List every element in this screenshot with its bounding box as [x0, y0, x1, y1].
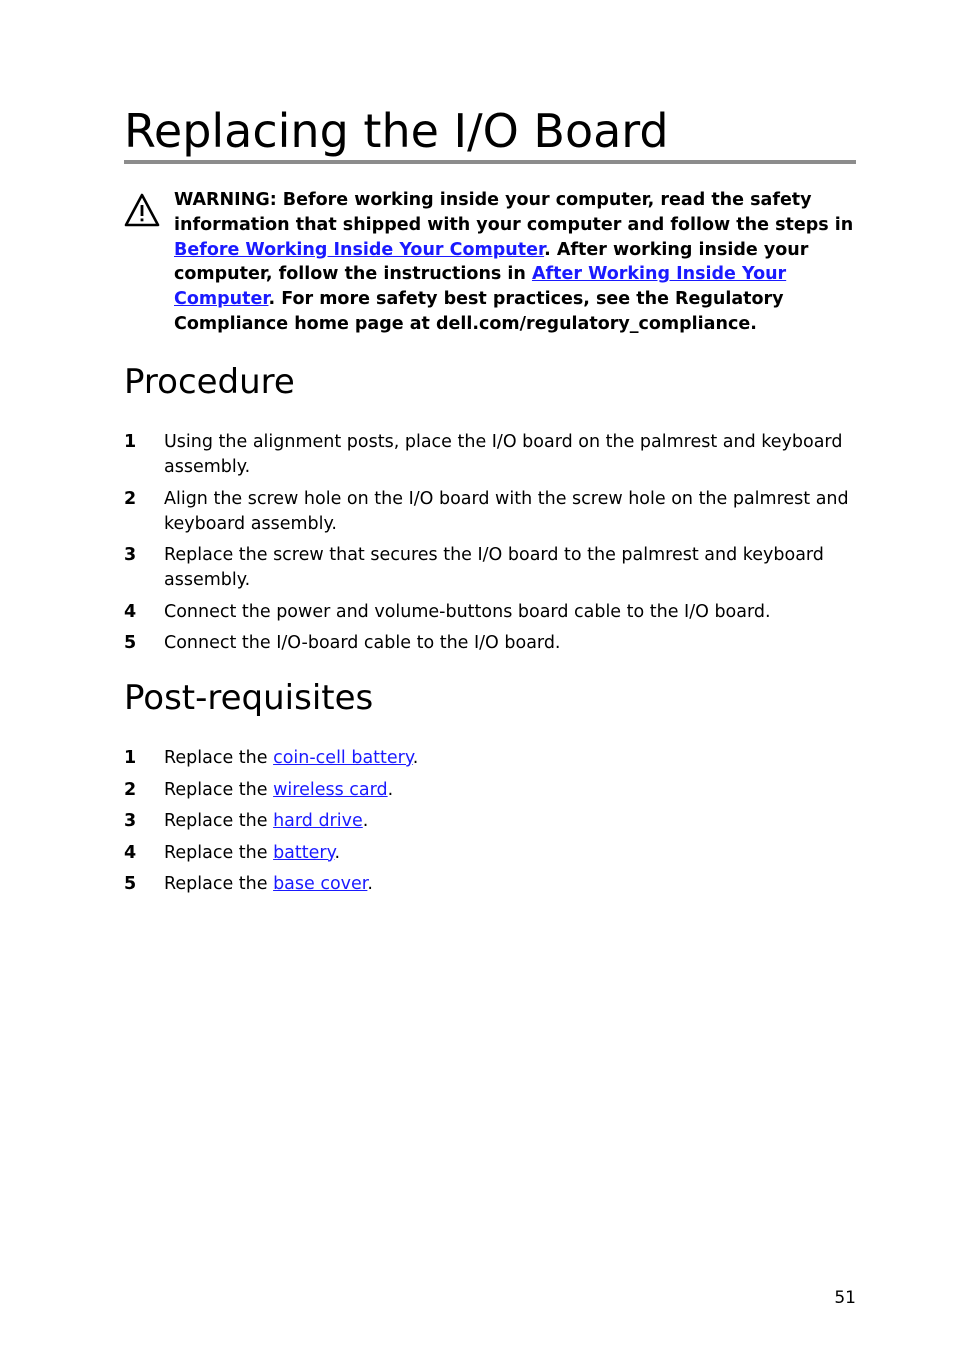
step-text: Connect the I/O-board cable to the I/O board.	[164, 633, 561, 653]
post-requisites-list	[124, 746, 856, 904]
step-suffix: .	[387, 779, 394, 800]
battery-link[interactable]: battery	[273, 842, 335, 863]
page-title: Replacing the I/O Board	[124, 104, 669, 158]
step-prefix: Replace the	[164, 748, 274, 768]
warning-triangle-icon	[124, 193, 160, 227]
hard-drive-link[interactable]: hard drive	[273, 811, 363, 831]
before-working-link[interactable]: Before Working Inside Your Computer	[174, 239, 545, 260]
step-number: 5	[124, 633, 137, 653]
warning-text	[174, 188, 856, 337]
step-suffix: .	[367, 874, 373, 894]
warning-suffix: . For more safety best practices, see the Regulatory Compliance home page at dell.com/regulatory_compliance.	[174, 289, 784, 334]
list-item	[124, 746, 856, 771]
list-item	[124, 430, 856, 480]
post-requisites-heading: Post-requisites	[124, 678, 374, 718]
warning-middle: . After working inside your computer, follow the instructions in	[174, 239, 809, 285]
list-item	[124, 809, 856, 834]
step-number: 4	[124, 601, 137, 622]
list-item	[124, 543, 856, 593]
step-prefix: Replace the	[164, 842, 274, 863]
list-item	[124, 631, 856, 656]
step-text: Replace the screw that secures the I/O board to the palmrest and keyboard assembly.	[164, 545, 824, 590]
coin-cell-battery-link[interactable]: coin-cell battery	[273, 748, 413, 768]
list-item	[124, 778, 856, 803]
list-item	[124, 872, 856, 897]
step-text: Using the alignment posts, place the I/O board on the palmrest and keyboard assembly.	[164, 432, 843, 477]
wireless-card-link[interactable]: wireless card	[273, 779, 388, 800]
title-underline	[124, 160, 856, 164]
procedure-heading: Procedure	[124, 362, 295, 402]
step-number: 5	[124, 874, 137, 894]
step-number: 3	[124, 811, 137, 831]
step-text: Connect the power and volume-buttons board cable to the I/O board.	[164, 601, 771, 622]
step-number: 2	[124, 779, 137, 800]
step-suffix: .	[334, 842, 341, 863]
list-item	[124, 600, 856, 625]
list-item	[124, 487, 856, 537]
base-cover-link[interactable]: base cover	[273, 874, 368, 894]
procedure-list	[124, 430, 856, 663]
step-number: 3	[124, 545, 137, 565]
step-prefix: Replace the	[164, 779, 274, 800]
warning-prefix: WARNING: Before working inside your computer, read the safety information that shipped with your computer and follow the steps in	[174, 190, 854, 235]
step-number: 4	[124, 842, 137, 863]
step-prefix: Replace the	[164, 811, 274, 831]
step-number: 1	[124, 432, 137, 452]
list-item	[124, 841, 856, 866]
step-suffix: .	[362, 811, 369, 831]
step-number: 1	[124, 748, 137, 768]
page-number: 51	[834, 1288, 856, 1308]
step-number: 2	[124, 488, 137, 509]
after-working-link[interactable]: After Working Inside Your Computer	[174, 264, 787, 310]
step-prefix: Replace the	[164, 874, 274, 894]
step-suffix: .	[412, 748, 419, 768]
step-text: Align the screw hole on the I/O board with the screw hole on the palmrest and keyboard assembly.	[164, 488, 849, 534]
